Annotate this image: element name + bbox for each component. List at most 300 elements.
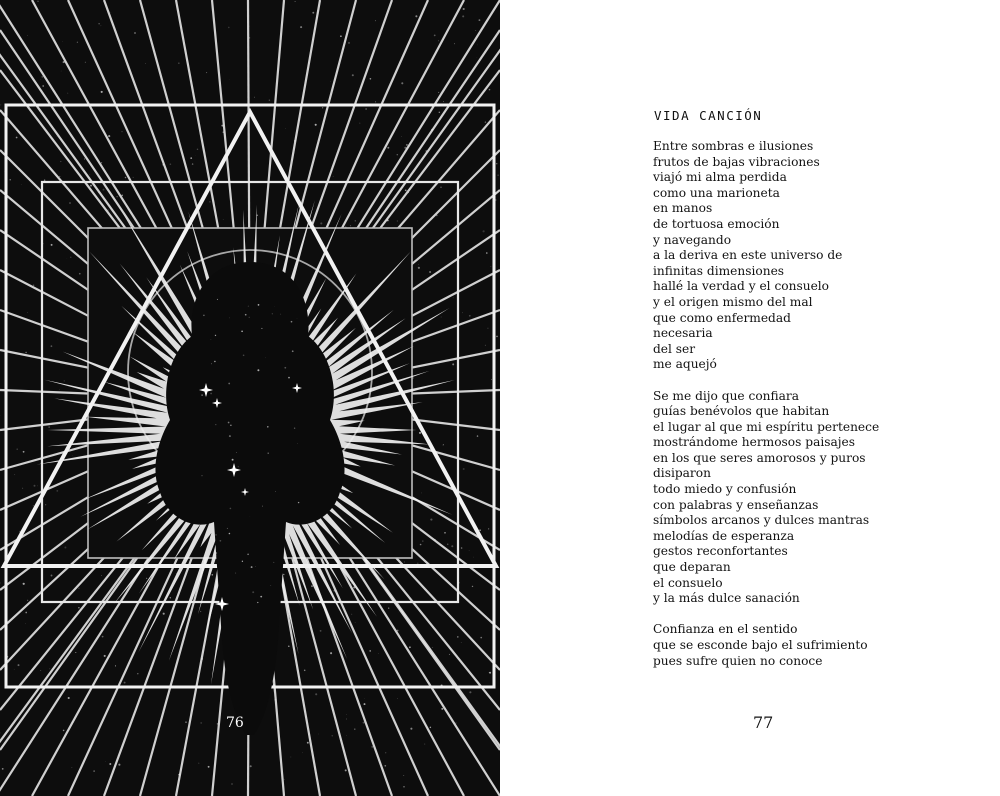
star-speck bbox=[477, 435, 478, 436]
star-speck bbox=[378, 653, 379, 654]
star-speck bbox=[124, 682, 126, 684]
star-speck bbox=[27, 35, 28, 36]
stanza-1 bbox=[653, 139, 879, 373]
poem-line: el lugar al que mi espíritu pertenece bbox=[653, 419, 880, 434]
figure-speck bbox=[232, 459, 234, 461]
star-speck bbox=[401, 136, 402, 137]
star-speck bbox=[103, 189, 105, 191]
star-speck bbox=[57, 136, 58, 137]
star-speck bbox=[163, 613, 165, 615]
poem-line: del ser bbox=[653, 341, 696, 356]
poem-line: disiparon bbox=[653, 466, 711, 481]
poem-line: melodías de esperanza bbox=[653, 528, 795, 543]
star-speck bbox=[421, 493, 422, 494]
star-speck bbox=[457, 636, 459, 638]
star-speck bbox=[98, 23, 99, 24]
star-speck bbox=[472, 586, 473, 587]
figure-speck bbox=[280, 314, 281, 315]
star-speck bbox=[2, 768, 4, 770]
star-speck bbox=[454, 43, 455, 44]
star-speck bbox=[473, 557, 474, 558]
star-speck bbox=[483, 230, 485, 232]
star-speck bbox=[311, 585, 313, 587]
star-speck bbox=[42, 76, 43, 77]
star-speck bbox=[441, 708, 443, 710]
figure-speck bbox=[228, 422, 230, 424]
poem-line: pues sufre quien no conoce bbox=[653, 653, 823, 668]
poem-line: me aquejó bbox=[653, 357, 717, 372]
star-speck bbox=[23, 451, 25, 453]
star-speck bbox=[443, 445, 444, 446]
star-speck bbox=[320, 222, 322, 224]
figure-speck bbox=[235, 573, 236, 574]
poem-line: necesaria bbox=[653, 326, 713, 341]
star-speck bbox=[451, 545, 453, 547]
star-speck bbox=[109, 763, 111, 765]
star-speck bbox=[134, 32, 136, 34]
star-speck bbox=[70, 257, 71, 258]
star-speck bbox=[18, 664, 20, 666]
star-speck bbox=[469, 315, 471, 317]
star-speck bbox=[72, 767, 73, 768]
star-speck bbox=[44, 328, 45, 329]
star-speck bbox=[345, 769, 347, 771]
figure-speck bbox=[236, 452, 237, 453]
figure-speck bbox=[268, 453, 269, 454]
poem-line: como una marioneta bbox=[653, 185, 780, 200]
star-speck bbox=[397, 220, 398, 221]
star-speck bbox=[477, 57, 478, 58]
figure-speck bbox=[201, 394, 202, 395]
figure-speck bbox=[257, 602, 258, 603]
star-speck bbox=[332, 735, 333, 736]
star-speck bbox=[69, 202, 71, 204]
star-speck bbox=[489, 89, 491, 91]
figure-speck bbox=[297, 443, 298, 444]
star-speck bbox=[469, 550, 470, 551]
figure-speck bbox=[211, 363, 212, 364]
star-speck bbox=[315, 693, 317, 695]
figure-speck bbox=[252, 591, 254, 593]
star-speck bbox=[27, 600, 28, 601]
star-speck bbox=[346, 714, 347, 715]
star-speck bbox=[405, 190, 407, 192]
star-speck bbox=[28, 313, 29, 314]
figure-speck bbox=[230, 508, 232, 510]
star-speck bbox=[14, 474, 15, 475]
star-speck bbox=[90, 185, 92, 187]
poem-body bbox=[653, 139, 879, 685]
figure-speck bbox=[248, 306, 249, 307]
figure-speck bbox=[270, 585, 271, 586]
star-speck bbox=[420, 544, 422, 546]
figure-speck bbox=[265, 357, 266, 358]
star-speck bbox=[418, 267, 420, 269]
star-speck bbox=[346, 719, 347, 720]
figure-speck bbox=[227, 528, 228, 529]
star-speck bbox=[315, 124, 317, 126]
star-speck bbox=[348, 42, 350, 44]
star-speck bbox=[77, 42, 78, 43]
star-speck bbox=[462, 15, 464, 17]
star-speck bbox=[461, 642, 462, 643]
poem-line: y navegando bbox=[653, 232, 732, 247]
star-speck bbox=[89, 174, 90, 175]
stanza-3 bbox=[653, 622, 879, 669]
poem-line: y la más dulce sanación bbox=[653, 591, 800, 606]
star-speck bbox=[453, 297, 454, 298]
figure-speck bbox=[261, 328, 262, 329]
star-speck bbox=[208, 766, 210, 768]
star-speck bbox=[422, 540, 423, 541]
poem-line: frutos de bajas vibraciones bbox=[653, 154, 820, 169]
star-speck bbox=[108, 209, 109, 210]
star-speck bbox=[101, 91, 103, 93]
poem-line: mostrándome hermosos paisajes bbox=[653, 435, 856, 450]
star-speck bbox=[25, 623, 26, 624]
star-speck bbox=[45, 504, 46, 505]
star-speck bbox=[200, 611, 201, 612]
figure-speck bbox=[203, 315, 204, 316]
star-speck bbox=[440, 187, 441, 188]
star-speck bbox=[369, 650, 371, 652]
figure-speck bbox=[257, 369, 259, 371]
star-speck bbox=[37, 485, 38, 486]
poem-line: Entre sombras e ilusiones bbox=[653, 139, 814, 153]
star-speck bbox=[231, 783, 232, 784]
star-speck bbox=[101, 162, 102, 163]
star-speck bbox=[441, 317, 442, 318]
left-page-number: 76 bbox=[226, 715, 244, 731]
star-speck bbox=[16, 137, 18, 139]
figure-speck bbox=[275, 491, 276, 492]
figure-speck bbox=[267, 426, 269, 428]
star-speck bbox=[145, 63, 146, 64]
figure-speck bbox=[220, 540, 222, 542]
star-speck bbox=[486, 252, 488, 254]
poem-title: VIDA CANCIÓN bbox=[654, 108, 763, 123]
poem-line: en manos bbox=[653, 201, 713, 216]
star-speck bbox=[462, 312, 463, 313]
star-speck bbox=[461, 547, 463, 549]
star-speck bbox=[491, 379, 492, 380]
star-speck bbox=[254, 97, 255, 98]
star-speck bbox=[60, 161, 61, 162]
poem-line: que como enfermedad bbox=[653, 310, 791, 325]
star-speck bbox=[185, 721, 187, 723]
star-speck bbox=[480, 637, 482, 639]
star-speck bbox=[85, 62, 86, 63]
poem-line: de tortuosa emoción bbox=[653, 216, 780, 231]
star-speck bbox=[455, 722, 456, 723]
star-speck bbox=[355, 220, 356, 221]
star-speck bbox=[68, 697, 70, 699]
star-speck bbox=[75, 652, 76, 653]
figure-speck bbox=[230, 425, 231, 426]
star-speck bbox=[79, 273, 81, 275]
figure-speck bbox=[292, 350, 294, 352]
poem-line: guías benévolos que habitan bbox=[653, 404, 830, 419]
star-speck bbox=[322, 107, 323, 108]
figure-speck bbox=[251, 566, 253, 568]
star-speck bbox=[59, 176, 60, 177]
star-speck bbox=[409, 646, 411, 648]
figure-speck bbox=[258, 304, 260, 306]
star-speck bbox=[170, 163, 172, 165]
figure-speck bbox=[298, 502, 299, 503]
star-speck bbox=[475, 30, 476, 31]
star-speck bbox=[269, 99, 270, 100]
star-speck bbox=[78, 607, 79, 608]
star-speck bbox=[375, 101, 376, 102]
star-speck bbox=[51, 345, 53, 347]
star-speck bbox=[23, 583, 25, 585]
figure-speck bbox=[229, 435, 231, 437]
star-speck bbox=[488, 528, 489, 529]
right-page-number: 77 bbox=[753, 713, 774, 732]
star-speck bbox=[489, 672, 490, 673]
star-speck bbox=[223, 219, 224, 220]
star-speck bbox=[429, 271, 431, 273]
star-speck bbox=[111, 12, 112, 13]
star-speck bbox=[364, 703, 366, 705]
star-speck bbox=[479, 529, 481, 531]
star-speck bbox=[485, 121, 486, 122]
star-speck bbox=[198, 763, 199, 764]
star-speck bbox=[178, 63, 179, 64]
star-speck bbox=[117, 196, 118, 197]
figure-speck bbox=[229, 318, 230, 319]
figure-speck bbox=[201, 475, 202, 476]
star-speck bbox=[469, 691, 471, 693]
star-speck bbox=[16, 448, 17, 449]
star-speck bbox=[371, 746, 372, 747]
star-speck bbox=[228, 27, 230, 29]
star-speck bbox=[300, 26, 302, 28]
star-speck bbox=[285, 128, 286, 129]
star-speck bbox=[404, 562, 405, 563]
star-speck bbox=[105, 761, 106, 762]
poem-line: y el origen mismo del mal bbox=[653, 294, 813, 309]
star-speck bbox=[410, 728, 412, 730]
star-speck bbox=[463, 8, 465, 10]
star-speck bbox=[64, 380, 65, 381]
star-speck bbox=[424, 744, 425, 745]
star-speck bbox=[485, 345, 486, 346]
figure-speck bbox=[260, 596, 262, 598]
star-speck bbox=[34, 485, 36, 487]
star-speck bbox=[25, 612, 27, 614]
star-speck bbox=[302, 752, 303, 753]
star-speck bbox=[101, 25, 102, 26]
figure-speck bbox=[245, 314, 247, 316]
poem-line: viajó mi alma perdida bbox=[653, 170, 787, 185]
star-speck bbox=[479, 19, 481, 21]
star-speck bbox=[78, 588, 79, 589]
star-speck bbox=[197, 149, 198, 150]
star-speck bbox=[430, 519, 432, 521]
figure-speck bbox=[216, 552, 217, 553]
star-speck bbox=[56, 490, 58, 492]
star-speck bbox=[42, 85, 44, 87]
star-speck bbox=[288, 646, 290, 648]
figure-speck bbox=[272, 314, 273, 315]
star-speck bbox=[125, 177, 127, 179]
star-speck bbox=[491, 266, 492, 267]
star-speck bbox=[330, 652, 332, 654]
star-speck bbox=[192, 163, 193, 164]
figure-speck bbox=[214, 361, 215, 362]
poem-line: hallé la verdad y el consuelo bbox=[653, 279, 830, 294]
star-speck bbox=[444, 532, 446, 534]
star-speck bbox=[102, 636, 104, 638]
star-speck bbox=[115, 665, 116, 666]
star-speck bbox=[463, 468, 465, 470]
poem-line: a la deriva en este universo de bbox=[653, 248, 843, 263]
star-speck bbox=[496, 336, 498, 338]
star-speck bbox=[121, 131, 122, 132]
star-speck bbox=[49, 427, 50, 428]
star-speck bbox=[443, 101, 444, 102]
star-speck bbox=[497, 174, 499, 176]
figure-speck bbox=[243, 354, 245, 356]
star-speck bbox=[22, 488, 23, 489]
star-speck bbox=[84, 159, 85, 160]
star-speck bbox=[352, 74, 354, 76]
star-speck bbox=[37, 1, 39, 3]
star-speck bbox=[415, 15, 417, 17]
star-speck bbox=[365, 108, 366, 109]
star-speck bbox=[419, 432, 421, 434]
poem-line: infinitas dimensiones bbox=[653, 263, 785, 278]
star-speck bbox=[452, 363, 454, 365]
figure-speck bbox=[228, 383, 230, 385]
figure-speck bbox=[249, 317, 250, 318]
star-speck bbox=[489, 672, 491, 674]
star-speck bbox=[247, 97, 248, 98]
poem-line: que se esconde bajo el sufrimiento bbox=[653, 638, 868, 652]
star-speck bbox=[200, 722, 202, 724]
star-speck bbox=[388, 608, 389, 609]
star-speck bbox=[375, 20, 376, 21]
star-speck bbox=[170, 597, 171, 598]
star-speck bbox=[61, 71, 62, 72]
star-speck bbox=[333, 176, 334, 177]
star-speck bbox=[401, 82, 403, 84]
poem-page bbox=[500, 0, 1000, 796]
poem-line: con palabras y enseñanzas bbox=[653, 497, 819, 512]
figure-speck bbox=[241, 330, 243, 332]
figure-speck bbox=[247, 553, 249, 555]
figure-speck bbox=[215, 335, 216, 336]
star-speck bbox=[257, 215, 259, 217]
poem-line: el consuelo bbox=[653, 575, 723, 590]
star-speck bbox=[284, 780, 285, 781]
star-speck bbox=[14, 669, 15, 670]
star-speck bbox=[283, 574, 285, 576]
star-speck bbox=[304, 670, 306, 672]
star-speck bbox=[33, 505, 34, 506]
star-speck bbox=[0, 104, 1, 105]
figure-speck bbox=[291, 321, 293, 323]
star-speck bbox=[25, 352, 26, 353]
star-speck bbox=[351, 614, 352, 615]
star-speck bbox=[146, 578, 147, 579]
poem-line: símbolos arcanos y dulces mantras bbox=[653, 513, 870, 528]
star-speck bbox=[51, 244, 53, 246]
star-speck bbox=[10, 179, 11, 180]
star-speck bbox=[430, 727, 431, 728]
figure-speck bbox=[215, 534, 217, 536]
star-speck bbox=[72, 455, 73, 456]
star-speck bbox=[67, 93, 68, 94]
star-speck bbox=[406, 144, 408, 146]
figure-speck bbox=[211, 574, 213, 576]
poem-line: en los que seres amorosos y puros bbox=[653, 450, 866, 465]
figure-speck bbox=[242, 561, 243, 562]
figure-speck bbox=[273, 562, 274, 563]
star-speck bbox=[354, 728, 355, 729]
star-speck bbox=[64, 547, 66, 549]
star-speck bbox=[340, 35, 342, 37]
poem-line: que deparan bbox=[653, 560, 731, 575]
star-speck bbox=[307, 742, 309, 744]
star-speck bbox=[438, 92, 439, 93]
star-speck bbox=[295, 1, 296, 2]
star-speck bbox=[118, 764, 120, 766]
star-speck bbox=[397, 698, 398, 699]
star-speck bbox=[21, 184, 22, 185]
star-speck bbox=[403, 786, 405, 788]
star-speck bbox=[330, 81, 331, 82]
figure-speck bbox=[229, 533, 231, 535]
figure-speck bbox=[215, 424, 216, 425]
star-speck bbox=[104, 655, 106, 657]
figure-speck bbox=[211, 339, 212, 340]
star-speck bbox=[496, 163, 498, 165]
star-speck bbox=[312, 12, 314, 14]
star-speck bbox=[355, 622, 356, 623]
star-speck bbox=[49, 668, 50, 669]
star-speck bbox=[190, 157, 192, 159]
figure-speck bbox=[284, 367, 286, 369]
star-speck bbox=[370, 78, 372, 80]
star-speck bbox=[40, 670, 41, 671]
figure-speck bbox=[238, 466, 239, 467]
star-speck bbox=[384, 765, 386, 767]
star-speck bbox=[250, 765, 252, 767]
star-speck bbox=[449, 654, 450, 655]
star-speck bbox=[206, 72, 207, 73]
star-speck bbox=[209, 201, 210, 202]
star-speck bbox=[350, 225, 351, 226]
star-speck bbox=[101, 575, 102, 576]
star-speck bbox=[418, 264, 419, 265]
star-speck bbox=[385, 752, 386, 753]
star-speck bbox=[477, 45, 478, 46]
star-speck bbox=[487, 328, 488, 329]
figure-speck bbox=[288, 377, 290, 379]
star-speck bbox=[439, 112, 440, 113]
poem-line: Se me dijo que confiara bbox=[653, 388, 800, 403]
star-speck bbox=[133, 177, 134, 178]
star-speck bbox=[387, 147, 389, 149]
star-speck bbox=[403, 775, 404, 776]
star-speck bbox=[51, 575, 53, 577]
figure-speck bbox=[210, 393, 212, 395]
star-speck bbox=[63, 730, 65, 732]
star-speck bbox=[290, 757, 291, 758]
